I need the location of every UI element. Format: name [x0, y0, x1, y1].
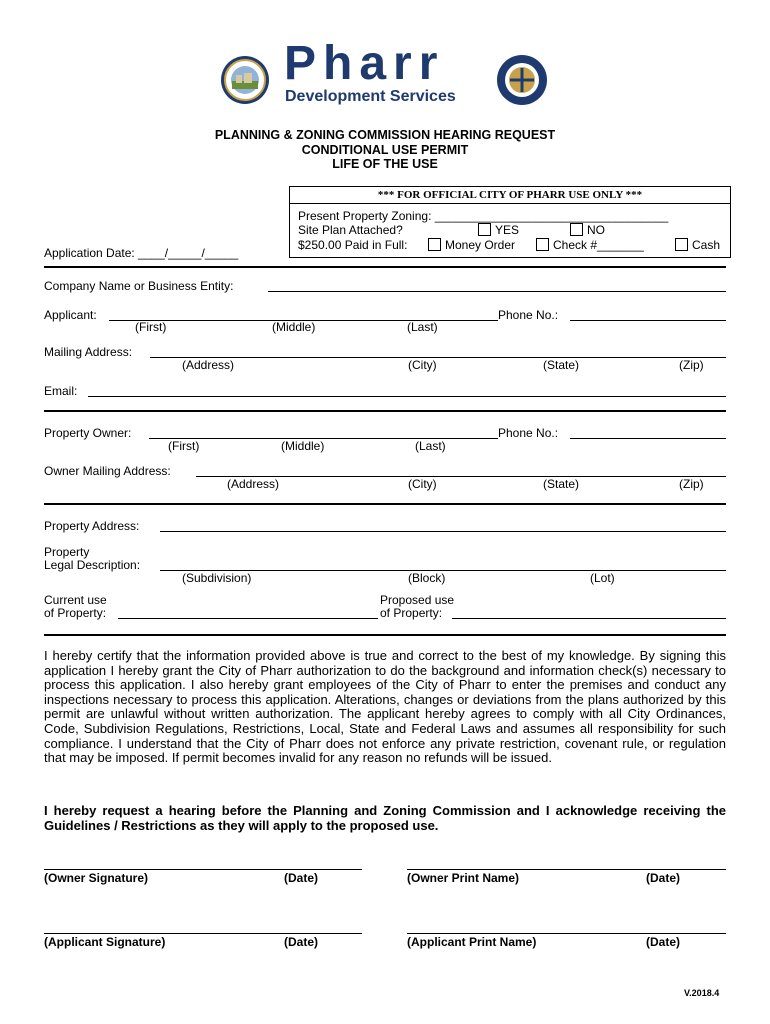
section-divider [44, 410, 726, 412]
proposed-use-label-1: Proposed use [380, 593, 455, 607]
owner-phone-label: Phone No.: [498, 426, 559, 440]
version-label: V.2018.4 [684, 988, 720, 998]
owner-signature-line[interactable] [44, 869, 362, 870]
mailing-address-label: Mailing Address: [44, 345, 133, 359]
owner-mailing-label: Owner Mailing Address: [44, 464, 171, 478]
email-label: Email: [44, 384, 78, 398]
owner-phone-line[interactable] [570, 438, 726, 439]
legal-label-2: Legal Description: [44, 558, 141, 572]
owner-signature-date-caption: (Date) [284, 871, 319, 885]
site-plan-no-checkbox[interactable]: NO [570, 223, 605, 237]
paid-label: $250.00 Paid in Full: [298, 238, 408, 252]
site-plan-label: Site Plan Attached? [298, 223, 403, 237]
section-divider [44, 503, 726, 505]
applicant-label: Applicant: [44, 308, 97, 322]
applicant-print-date-caption: (Date) [646, 935, 681, 949]
owner-print-date-caption: (Date) [646, 871, 681, 885]
mailing-zip-caption: (Zip) [679, 358, 704, 372]
city-seal-logo [220, 55, 270, 105]
company-label: Company Name or Business Entity: [44, 279, 234, 293]
pharr-pride-badge-icon [496, 54, 548, 106]
official-use-box [289, 186, 731, 258]
applicant-phone-label: Phone No.: [498, 308, 559, 322]
owner-mailing-address-caption: (Address) [227, 477, 280, 491]
applicant-print-caption: (Applicant Print Name) [407, 935, 537, 949]
applicant-first-caption: (First) [135, 320, 167, 334]
brand-name: Pharr [284, 37, 445, 90]
applicant-phone-line[interactable] [570, 320, 726, 321]
check-checkbox[interactable]: Check #_______ [536, 238, 644, 252]
section-divider [44, 266, 726, 268]
legal-lot-caption: (Lot) [590, 571, 615, 585]
cash-checkbox[interactable]: Cash [675, 238, 720, 252]
mailing-address-line[interactable] [150, 357, 726, 358]
certification-paragraph: I hereby certify that the information provided above is true and correct to the best of my knowledge. By signing this application I hereby grant the City of Pharr authorization to do the background and information check(s) necessary to process this application. I also hereby grant employees of the City of Pharr to enter the premises and conduct any inspections necessary to process this application. Alterations, changes or deviations from the plans authorized by this permit are unlawful without written authorization. The applicant hereby agrees to comply with all City Ordinances, Code, Subdivision Regulations, Restrictions, Local, State and Federal Laws and assumes all responsibility for such compliance. I understand that the City of Pharr does not enforce any private restriction, covenant rule, or regulation that may be imposed. If permit becomes invalid for any reason no refunds will be issued. [44, 648, 726, 766]
property-address-label: Property Address: [44, 519, 140, 533]
owner-signature-caption: (Owner Signature) [44, 871, 149, 885]
current-use-label-1: Current use [44, 593, 107, 607]
owner-print-caption: (Owner Print Name) [407, 871, 520, 885]
owner-mailing-city-caption: (City) [408, 477, 437, 491]
applicant-signature-date-caption: (Date) [284, 935, 319, 949]
legal-subdivision-caption: (Subdivision) [182, 571, 252, 585]
current-use-label-2: of Property: [44, 606, 107, 620]
present-zoning-field[interactable]: Present Property Zoning: ___________________________________ [298, 209, 669, 223]
legal-label-1: Property [44, 545, 90, 559]
money-order-checkbox[interactable]: Money Order [428, 238, 515, 252]
owner-label: Property Owner: [44, 426, 132, 440]
section-divider [44, 634, 726, 636]
owner-mailing-state-caption: (State) [543, 477, 580, 491]
proposed-use-line[interactable] [452, 618, 726, 619]
current-use-line[interactable] [118, 618, 378, 619]
application-date-field[interactable]: Application Date: ____/_____/_____ [44, 246, 239, 260]
applicant-print-line[interactable] [407, 933, 726, 934]
form-title-line2: CONDITIONAL USE PERMIT [301, 143, 469, 157]
applicant-signature-line[interactable] [44, 933, 362, 934]
proposed-use-label-2: of Property: [380, 606, 443, 620]
owner-first-caption: (First) [168, 439, 200, 453]
property-address-line[interactable] [160, 531, 726, 532]
hearing-request-paragraph: I hereby request a hearing before the Planning and Zoning Commission and I acknowledge receiving the Guidelines / Restrictions as they will apply to the proposed use. [44, 803, 726, 833]
official-use-heading: *** FOR OFFICIAL CITY OF PHARR USE ONLY *** [290, 187, 730, 204]
form-title-line1: PLANNING & ZONING COMMISSION HEARING REQUEST [214, 128, 556, 142]
email-input-line[interactable] [88, 396, 726, 397]
company-input-line[interactable] [268, 291, 726, 292]
site-plan-yes-checkbox[interactable]: YES [478, 223, 519, 237]
owner-print-line[interactable] [407, 869, 726, 870]
owner-last-caption: (Last) [415, 439, 446, 453]
applicant-middle-caption: (Middle) [272, 320, 316, 334]
owner-middle-caption: (Middle) [281, 439, 325, 453]
legal-block-caption: (Block) [408, 571, 446, 585]
mailing-city-caption: (City) [408, 358, 437, 372]
form-title-line3: LIFE OF THE USE [332, 157, 438, 171]
mailing-state-caption: (State) [543, 358, 580, 372]
applicant-last-caption: (Last) [407, 320, 438, 334]
mailing-address-caption: (Address) [182, 358, 235, 372]
owner-mailing-zip-caption: (Zip) [679, 477, 704, 491]
brand-subtitle: Development Services [285, 88, 456, 105]
applicant-signature-caption: (Applicant Signature) [44, 935, 166, 949]
